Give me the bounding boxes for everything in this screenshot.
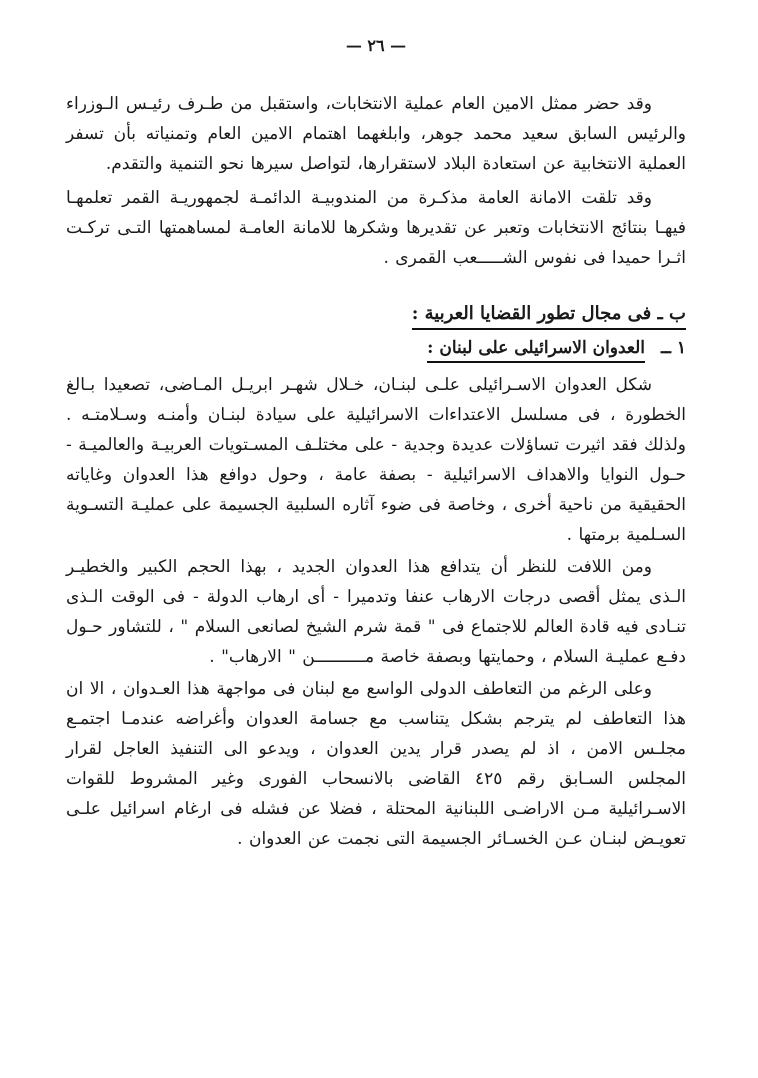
paragraph-election-observation: وقد حضر ممثل الامين العام عملية الانتخابات، واستقبل من طـرف رئيـس الـوزراء والرئيس السابق سعيد محمد جوهر، وابلغهما اهتمام الامين العام وتمنياته بأن تسفر العملية الانتخابية عن استعادة البلاد لاستقرارها، لتواصل سيرها نحو التنمية والتقدم. bbox=[66, 94, 686, 174]
paragraph-security-council: وعلى الرغم من التعاطف الدولى الواسع مع لبنان فى مواجهة هذا العـدوان ، الا ان هذا التعاطف لم يترجم بشكل يتناسب مع جسامة العدوان وأغراضه عندمـا اجتمـع مجلـس الامن ، اذ لم يصدر قرار يدين العدوان ، ويدعو الى التنفيذ العاجل لقرار المجلس السـابق رقم ٤٢٥ القاضى بالانسحاب الفورى وغير المشروط للقوات الاسـرائيلية مـن الاراضـى اللبنانية المحتلة ، فضلا عن فشله فى ارغام اسرائيل علـى تعويـض لبنـان عـن الخسـائر الجسيمة التى نجمت عن العدوان . bbox=[66, 679, 686, 849]
subsection-heading-israeli-aggression bbox=[66, 338, 686, 358]
document-body bbox=[66, 89, 686, 854]
paragraph-comoros-memo: وقد تلقت الامانة العامة مذكـرة من المندوبيـة الدائمـة لجمهوريـة القمر تعلمهـا فيهـا بنتائج الانتخابات وتعبر عن تقديرها وشكرها للامانة العامـة لمساهمتها التـى تركـت اثـرا حميدا فى نفوس الشـــــعب القمرى . bbox=[66, 188, 686, 268]
paragraph-aggression-description: شكل العدوان الاسـرائيلى علـى لبنـان، خـلال شهـر ابريـل المـاضى، تصعيدا بـالغ الخطورة ، فى مسلسل الاعتداءات الاسرائيلية على سيادة لبنـان وأمنـه وسـلامتـه . ولذلك فقد اثيرت تساؤلات عديدة وجدية - على مختلـف المسـتويات العربيـة والعالميـة - حـول النوايا والاهداف الاسرائيلية - بصفة عامة ، وحول دوافع هذا العدوان وغاياته الحقيقية من ناحية أخرى ، وخاصة فى ضوء آثاره السلبية الجسيمة على عمليـة التسـوية السـلمية برمتها . bbox=[66, 375, 686, 545]
subsection-number: ١ ــ bbox=[660, 338, 686, 358]
section-heading-arab-issues bbox=[66, 303, 686, 324]
page-number: — ٢٦ — bbox=[345, 36, 407, 55]
subsection-heading-text: العدوان الاسرائيلى على لبنان : bbox=[427, 338, 645, 363]
section-heading-text: ب ـ فى مجال تطور القضايا العربية : bbox=[412, 303, 686, 330]
paragraph-state-terrorism: ومن اللافت للنظر أن يتدافع هذا العدوان الجديد ، بهذا الحجم الكبير والخطيـر الـذى يمثل أقصى درجات الارهاب عنفا وتدميرا - أى ارهاب الدولة - فى الوقت الـذى تنـادى فيه قادة العالم للاجتماع فى " قمة شرم الشيخ لصانعى السلام " ، للتشاور حـول دفـع عمليـة السلام ، وحمايتها وبصفة خاصة مــــــــــن " الارهاب" . bbox=[66, 557, 686, 667]
